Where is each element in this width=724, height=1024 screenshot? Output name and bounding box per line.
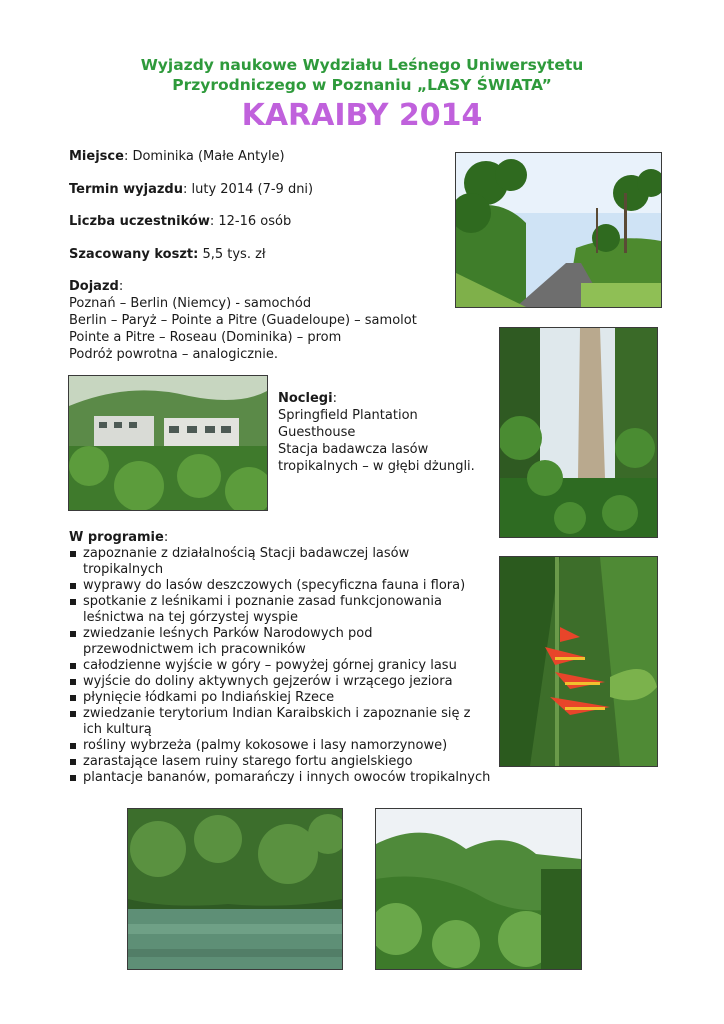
lodging-line: Stacja badawcza lasów <box>278 442 429 457</box>
list-item: płynięcie łódkami po Indiańskiej Rzece <box>69 690 509 706</box>
cost-value: 5,5 tys. zł <box>198 247 266 262</box>
list-item: spotkanie z leśnikami i poznanie zasad funkcjonowania leśnictwa na tej górzystej wyspie <box>69 594 509 626</box>
transport-line: Podróż powrotna – analogicznie. <box>69 347 279 362</box>
program-label: W programie <box>69 530 164 545</box>
list-item: zapoznanie z działalnością Stacji badawczej lasów tropikalnych <box>69 546 509 578</box>
cost-label: Szacowany koszt: <box>69 247 199 262</box>
place-row <box>69 148 449 165</box>
transport-line: Pointe a Pitre – Roseau (Dominika) – prom <box>69 330 342 345</box>
lodging-label: Noclegi <box>278 391 333 406</box>
transport-colon: : <box>118 279 124 294</box>
transport-label: Dojazd <box>69 279 119 294</box>
transport-block <box>69 278 449 363</box>
list-item: zwiedzanie terytorium Indian Karaibskich i zapoznanie się z ich kulturą <box>69 706 509 738</box>
participants-row <box>69 213 449 230</box>
participants-value: : 12-16 osób <box>209 214 292 229</box>
list-item: zwiedzanie leśnych Parków Narodowych pod przewodnictwem ich pracowników <box>69 626 509 658</box>
photo-guesthouse <box>68 375 268 511</box>
list-item: zarastające lasem ruiny starego fortu angielskiego <box>69 754 509 770</box>
lodging-colon: : <box>332 391 337 406</box>
lodging-line: Guesthouse <box>278 425 356 440</box>
program-colon: : <box>163 530 169 545</box>
list-item: plantacje bananów, pomarańczy i innych owoców tropikalnych <box>69 770 509 786</box>
program-heading <box>69 529 509 546</box>
term-row <box>69 181 449 198</box>
photo-mountain-valley <box>375 808 582 970</box>
photo-heliconia <box>499 556 658 767</box>
program-list <box>69 546 509 786</box>
page-title: KARAIBY 2014 <box>241 98 483 133</box>
header <box>60 55 664 135</box>
participants-label: Liczba uczestników <box>69 214 210 229</box>
place-value: : Dominika (Małe Antyle) <box>123 149 285 164</box>
lodging-block <box>278 390 488 475</box>
list-item: całodzienne wyjście w góry – powyżej górnej granicy lasu <box>69 658 509 674</box>
lodging-line: Springfield Plantation <box>278 408 418 423</box>
photo-river <box>127 808 343 970</box>
transport-line: Poznań – Berlin (Niemcy) - samochód <box>69 296 312 311</box>
transport-line: Berlin – Paryż – Pointe a Pitre (Guadeloupe) – samolot <box>69 313 417 328</box>
photo-palm-road <box>455 152 662 308</box>
term-label: Termin wyjazdu <box>69 182 183 197</box>
term-value: : luty 2014 (7-9 dni) <box>183 182 314 197</box>
header-line-1: Wyjazdy naukowe Wydziału Leśnego Uniwersytetu <box>140 56 584 74</box>
place-label: Miejsce <box>69 149 124 164</box>
cost-row <box>69 246 449 263</box>
list-item: wyprawy do lasów deszczowych (specyficzna fauna i flora) <box>69 578 509 594</box>
photo-big-tree <box>499 327 658 538</box>
list-item: rośliny wybrzeża (palmy kokosowe i lasy namorzynowe) <box>69 738 509 754</box>
lodging-line: tropikalnych – w głębi dżungli. <box>278 459 475 474</box>
list-item: wyjście do doliny aktywnych gejzerów i wrzącego jeziora <box>69 674 509 690</box>
header-line-2: Przyrodniczego w Poznaniu „LASY ŚWIATA” <box>172 76 552 94</box>
